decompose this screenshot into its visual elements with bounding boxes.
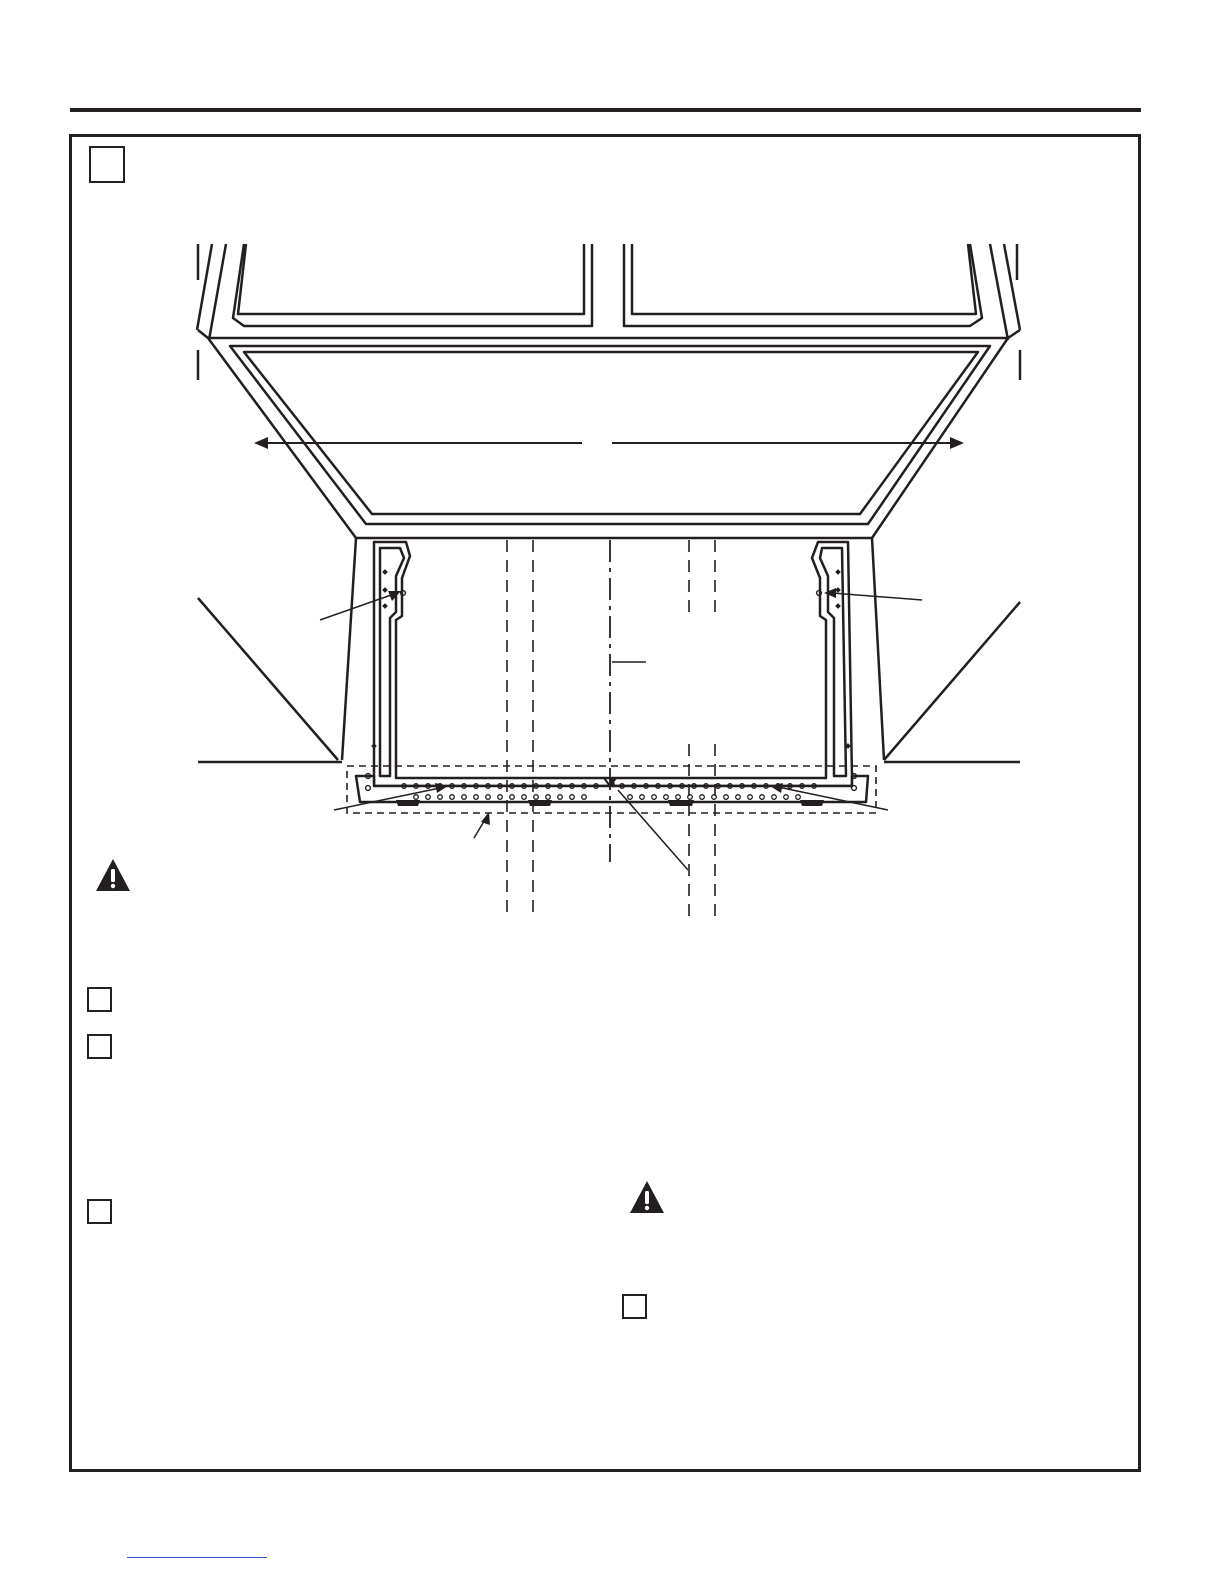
step-number-box — [87, 1034, 112, 1059]
upper-right-door-inner — [632, 244, 976, 314]
cabinet-edge-right-inner — [990, 244, 1008, 340]
step-number-box — [87, 1199, 112, 1224]
cabinet-bottom-panel — [244, 352, 978, 514]
wall-left-edge — [342, 538, 356, 760]
warning-icon — [629, 1180, 665, 1214]
cabinet-edge-left-inner — [209, 244, 226, 340]
upper-left-door-inner — [238, 244, 584, 314]
wall-right-diagonal — [884, 602, 1020, 760]
footer-link[interactable] — [127, 1557, 267, 1558]
cabinet-bottom-outer — [208, 338, 1008, 538]
step-number-box — [622, 1294, 647, 1319]
cabinet-bottom-inner — [230, 346, 990, 524]
step-number-box — [87, 987, 112, 1012]
warning-icon — [95, 858, 131, 892]
wall-right-edge — [872, 538, 884, 760]
mounting-plate-right — [612, 542, 852, 786]
mounting-plate-left — [374, 542, 612, 786]
wall-left-diagonal — [198, 598, 338, 760]
